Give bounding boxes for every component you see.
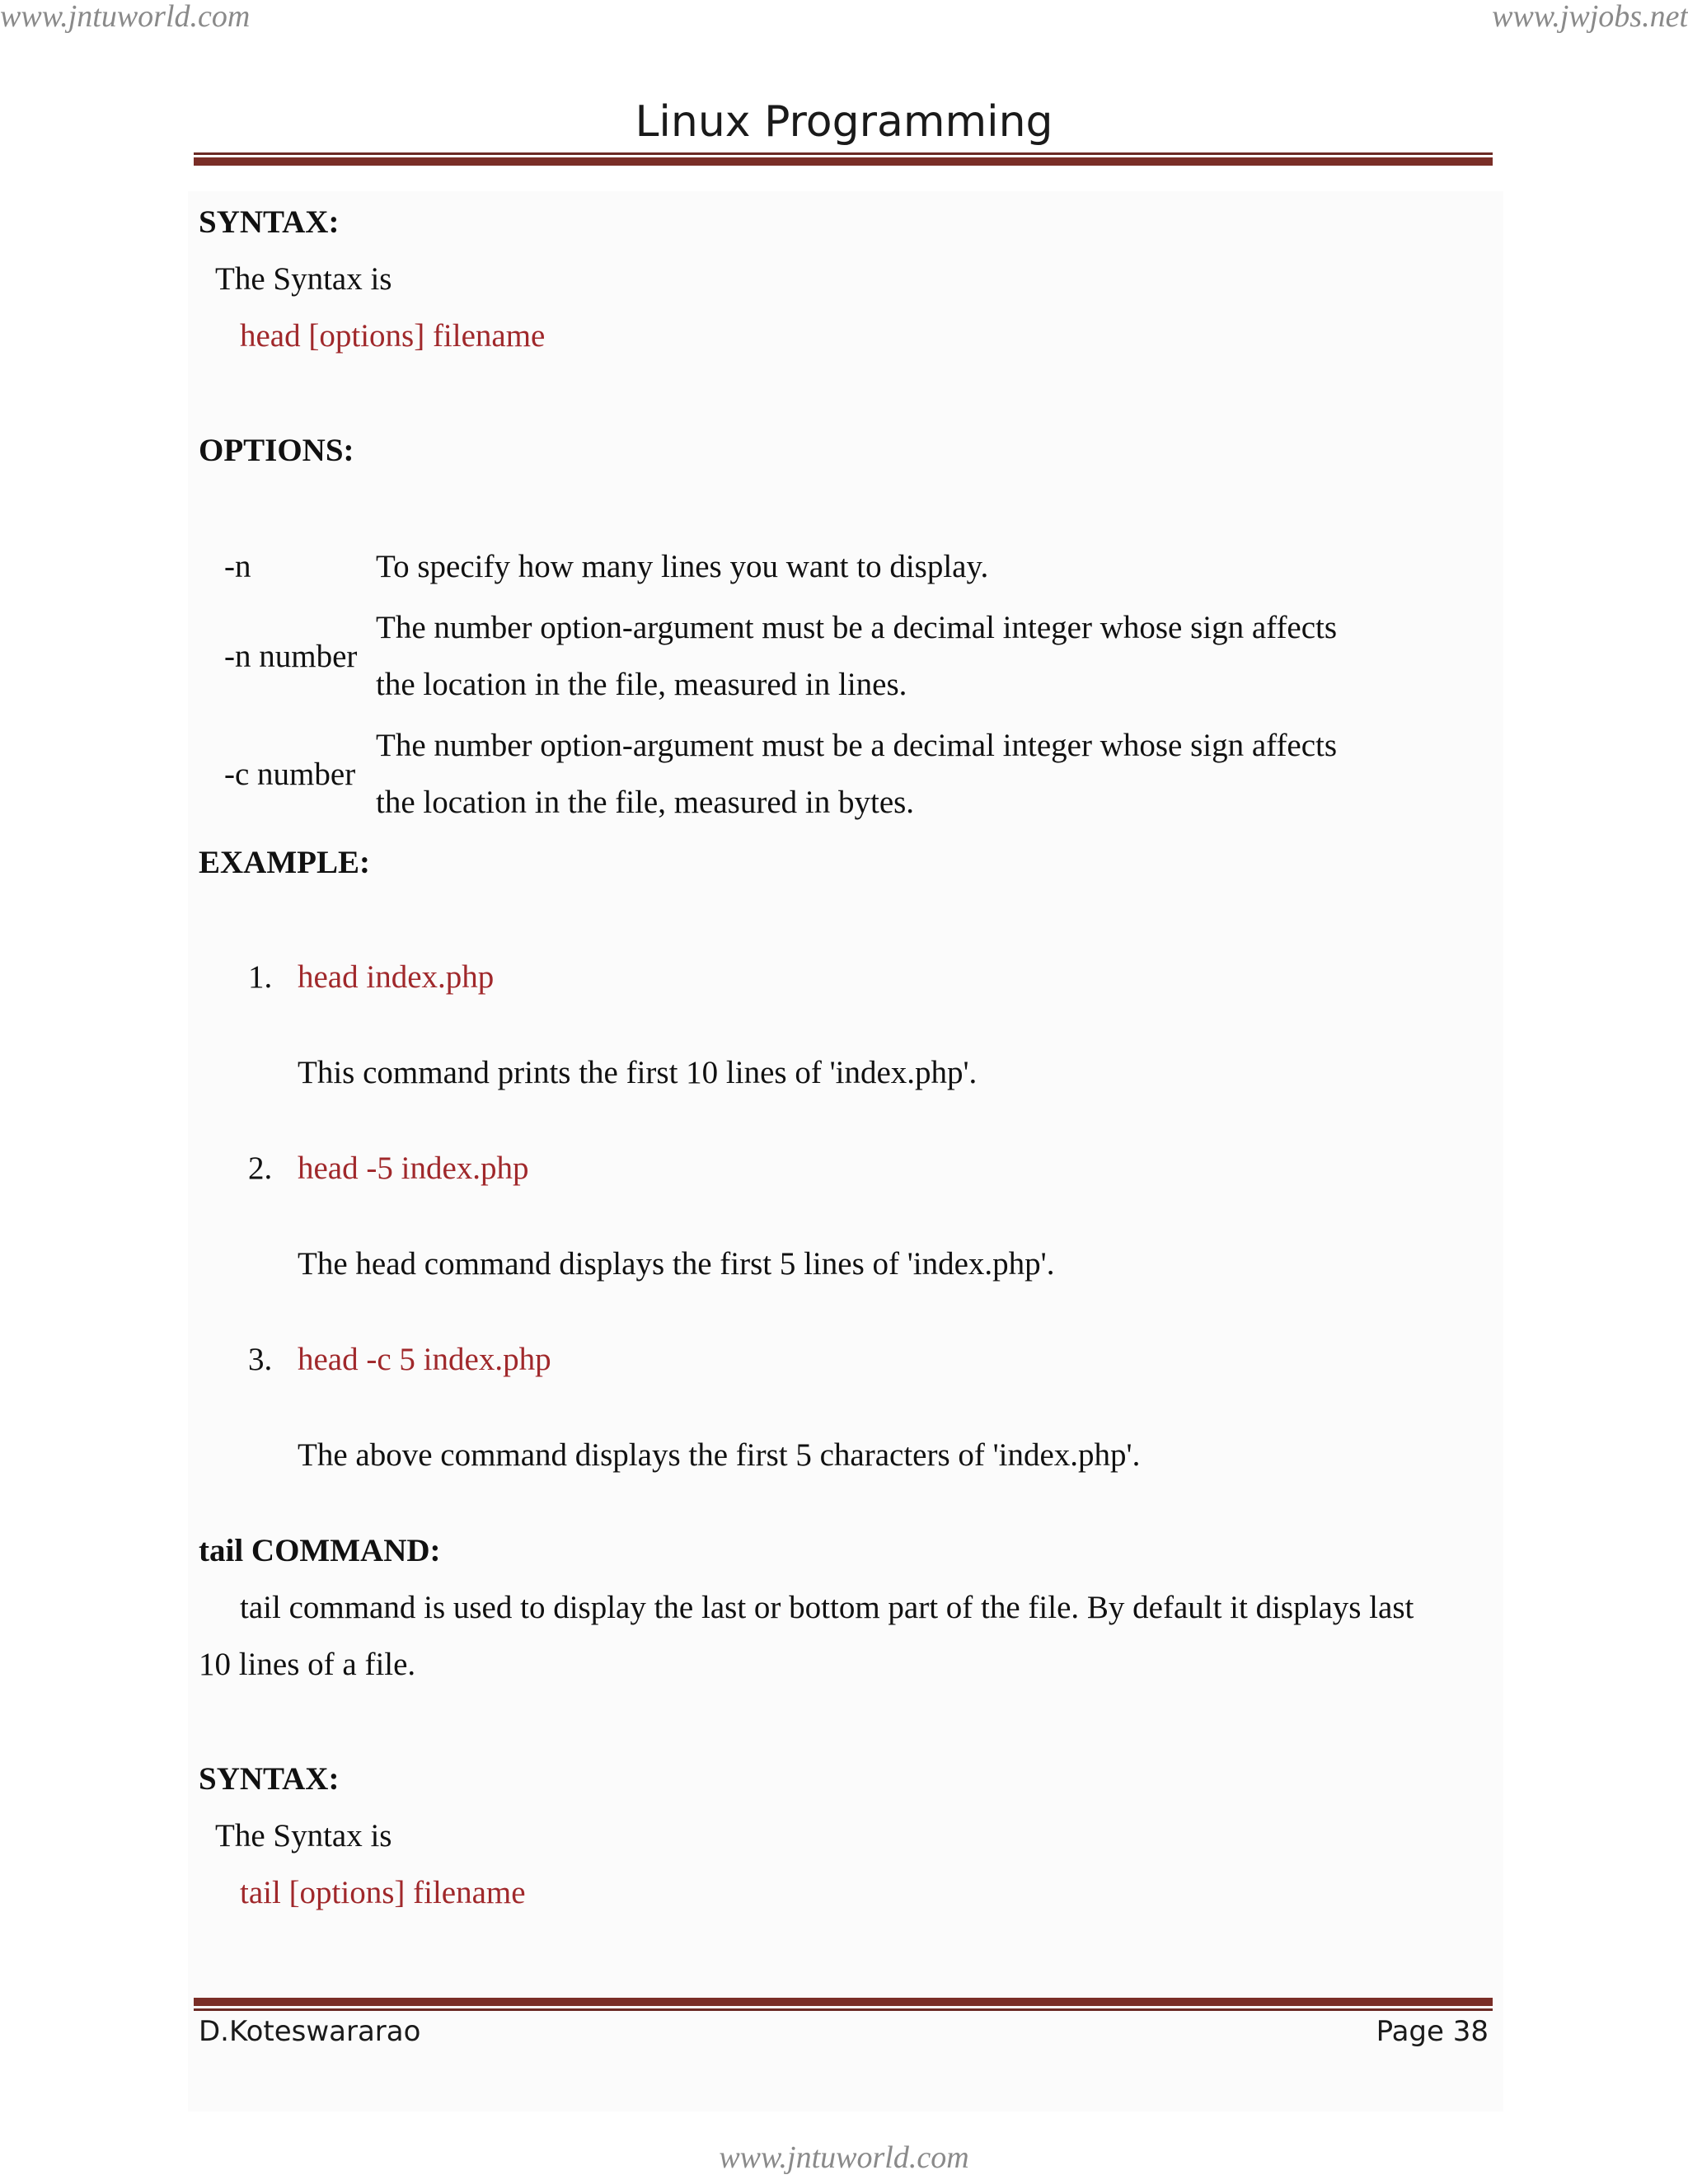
option-description: The number option-argument must be a decimal integer whose sign affects — [376, 610, 1338, 645]
example-command: head -c 5 index.php — [298, 1342, 551, 1377]
tail-syntax-intro: The Syntax is — [215, 1818, 392, 1854]
list-item-number: 3. — [248, 1342, 273, 1377]
example-heading: EXAMPLE: — [199, 845, 370, 880]
example-command: head index.php — [298, 959, 495, 995]
list-item-number: 1. — [248, 959, 273, 995]
example-explanation: The above command displays the first 5 characters of 'index.php'. — [298, 1437, 1141, 1473]
option-description: the location in the file, measured in lines. — [376, 667, 907, 702]
head-syntax-heading: SYNTAX: — [199, 204, 340, 240]
option-flag: -c number — [224, 757, 356, 792]
options-heading: OPTIONS: — [199, 433, 354, 468]
list-item-number: 2. — [248, 1151, 273, 1186]
option-flag: -n — [224, 549, 251, 584]
page-header-title: Linux Programming — [635, 97, 1053, 147]
footer-rule-thick — [194, 1998, 1493, 2006]
head-syntax-command: head [options] filename — [240, 318, 546, 354]
footer-rule-thin — [194, 2008, 1493, 2011]
option-description: To specify how many lines you want to display. — [376, 549, 989, 584]
example-command: head -5 index.php — [298, 1151, 529, 1186]
watermark-bottom-center: www.jntuworld.com — [719, 2140, 969, 2175]
tail-description-line2: 10 lines of a file. — [199, 1647, 416, 1682]
option-description: The number option-argument must be a decimal integer whose sign affects — [376, 728, 1338, 763]
header-rule-thin — [194, 152, 1493, 155]
tail-command-heading: tail COMMAND: — [199, 1533, 441, 1568]
example-explanation: The head command displays the first 5 lines of 'index.php'. — [298, 1246, 1055, 1282]
footer-author: D.Koteswararao — [199, 2015, 421, 2048]
option-flag: -n number — [224, 639, 358, 674]
watermark-top-right: www.jwjobs.net — [1492, 0, 1688, 34]
head-syntax-intro: The Syntax is — [215, 261, 392, 297]
example-explanation: This command prints the first 10 lines of 'index.php'. — [298, 1055, 978, 1090]
tail-syntax-command: tail [options] filename — [240, 1875, 526, 1910]
tail-description-line1: tail command is used to display the last or bottom part of the file. By default it displays last — [240, 1590, 1414, 1625]
footer-page-number: Page 38 — [1376, 2015, 1489, 2048]
option-description: the location in the file, measured in bytes. — [376, 785, 915, 820]
watermark-top-left: www.jntuworld.com — [0, 0, 251, 34]
header-rule-thick — [194, 157, 1493, 166]
tail-syntax-heading: SYNTAX: — [199, 1761, 340, 1797]
